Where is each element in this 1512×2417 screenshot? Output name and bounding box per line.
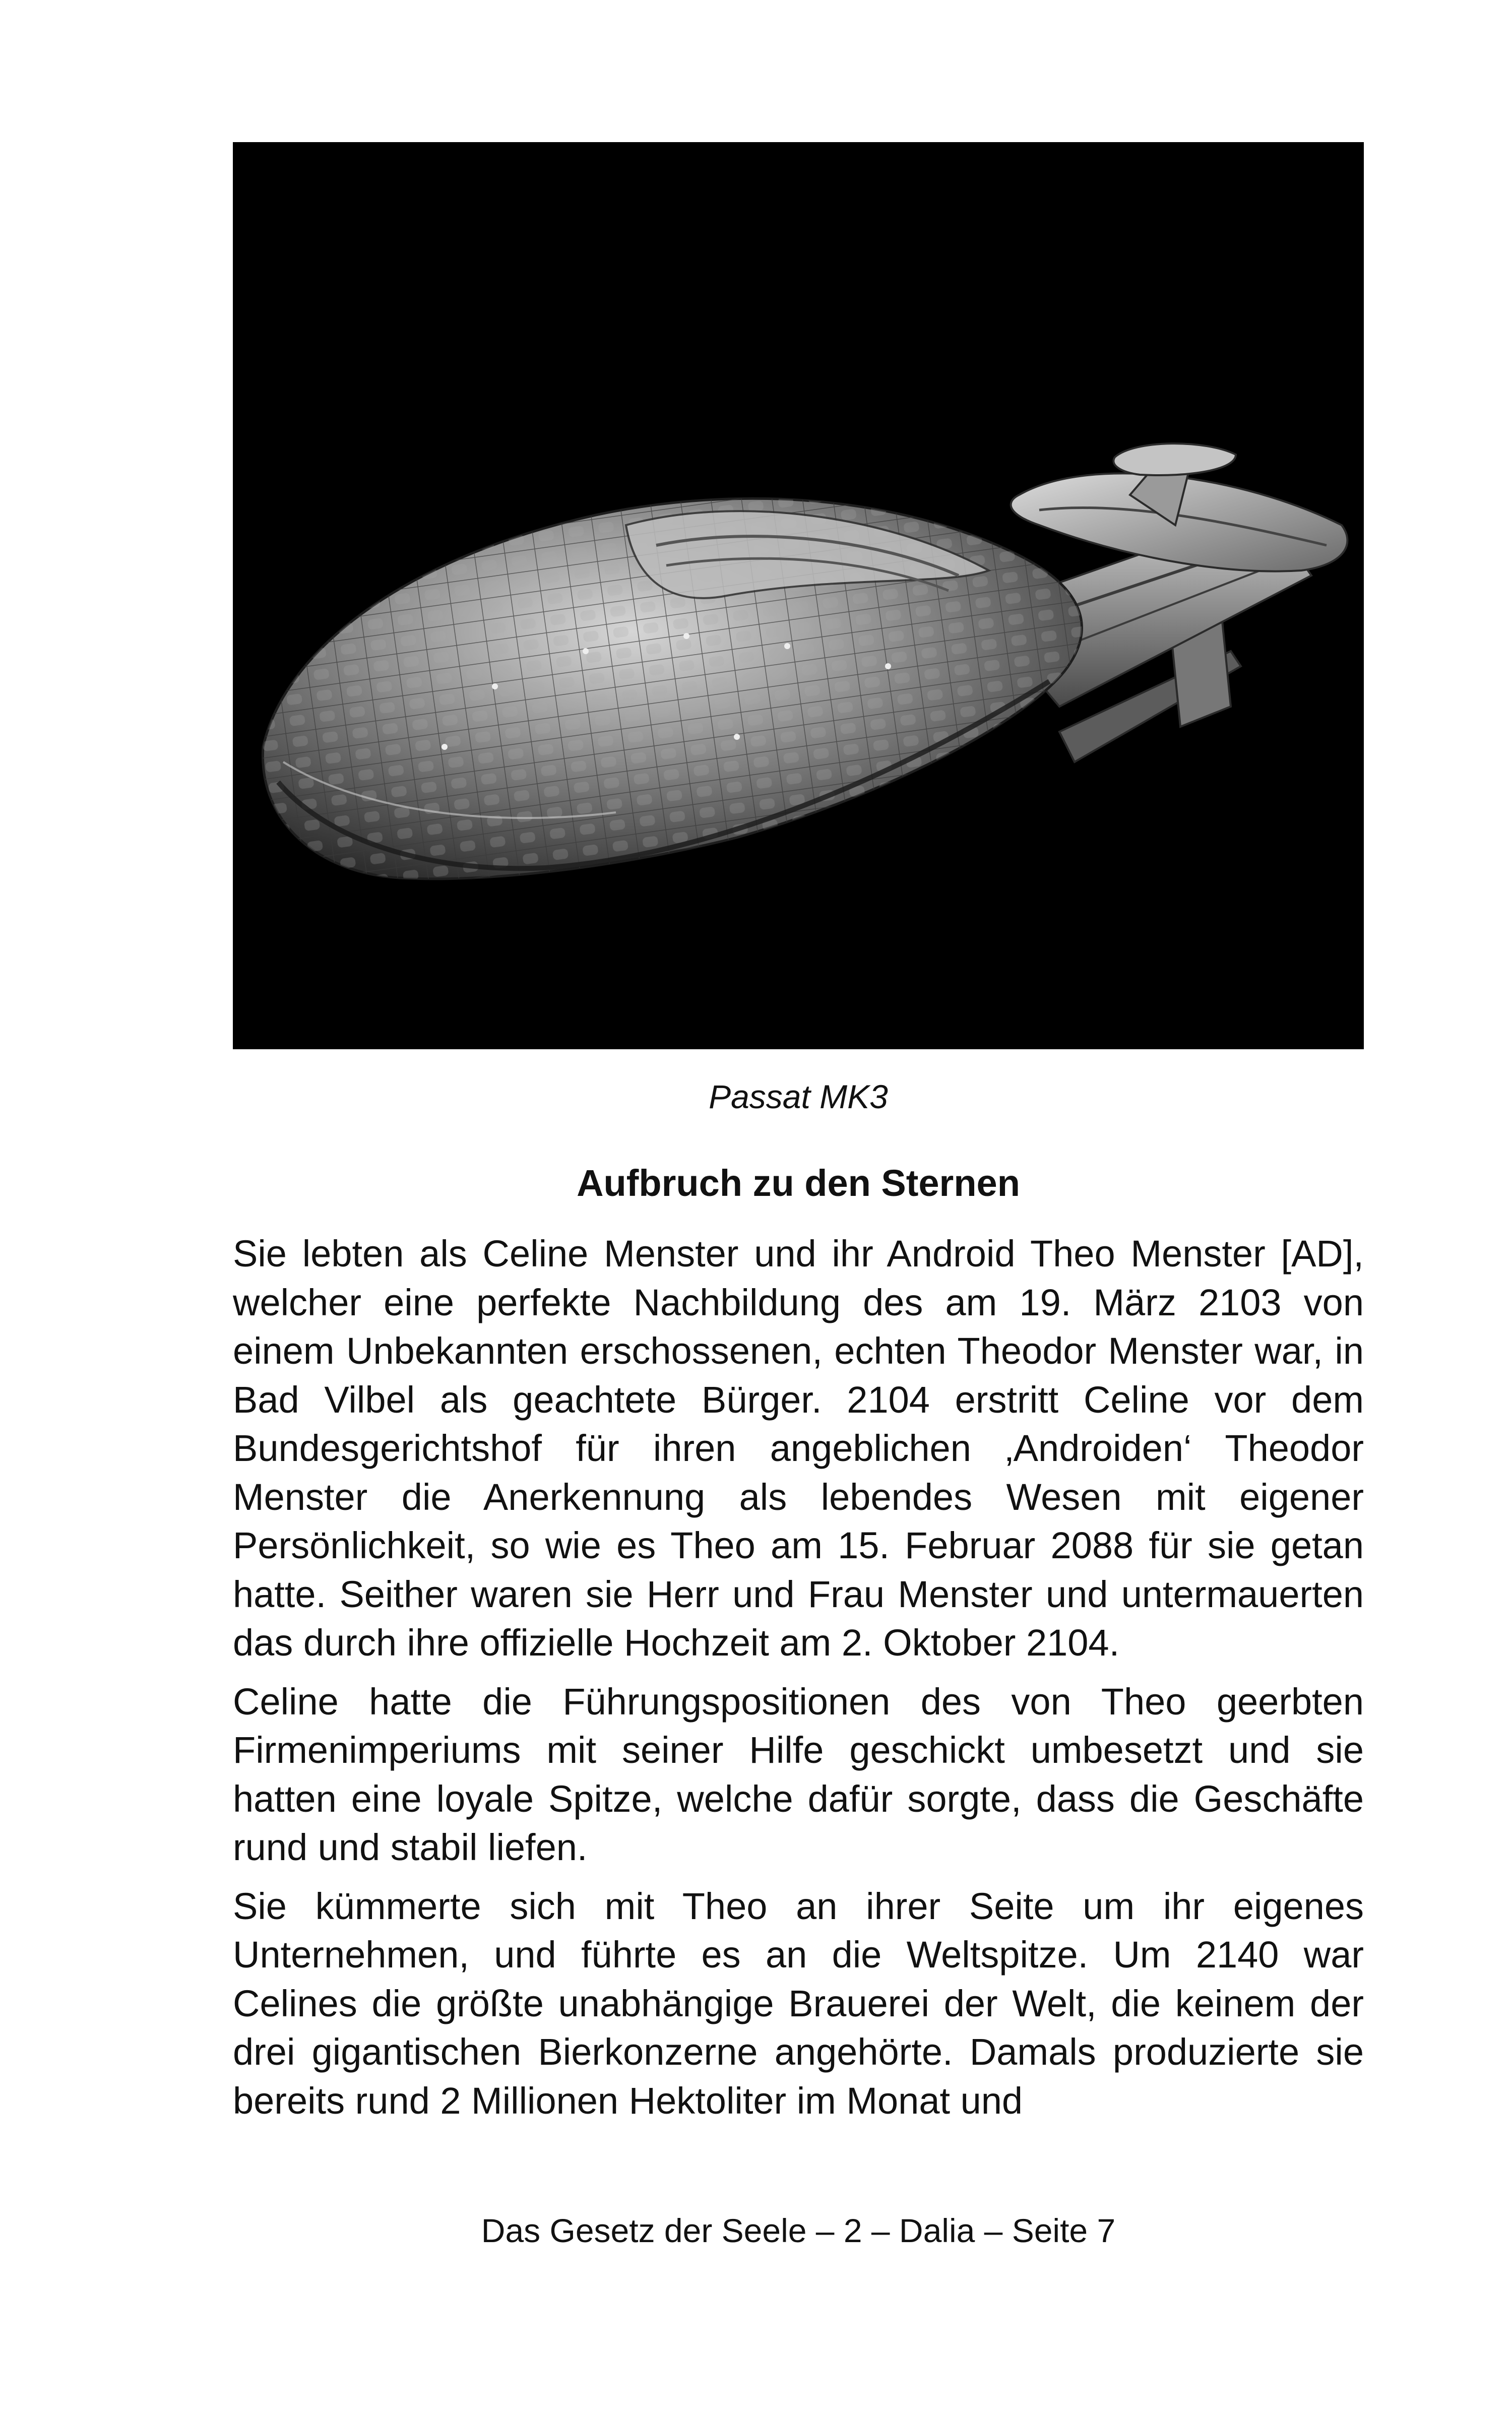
page-footer: Das Gesetz der Seele – 2 – Dalia – Seite 7 <box>481 2212 1116 2249</box>
paragraph: Sie kümmerte sich mit Theo an ihrer Seite um ihr eigenes Unternehmen, und führte es an die Weltspitze. Um 2140 war Celines die größte unabhängige Brauerei der Welt, die keinem der drei gigantischen Bierkonzerne angehörte. Damals produzierte sie bereits rund 2 Millionen Hektoliter im Monat und <box>233 1885 1364 2122</box>
body-text <box>233 1230 1364 2135</box>
spaceship-image <box>233 142 1364 1049</box>
paragraph: Sie lebten als Celine Menster und ihr Android Theo Menster [AD], welcher eine perfekte Nachbildung des am 19. März 2103 von einem Unbekannten erschossenen, echten Theodor Menster war, in Bad Vilbel als geachtete Bürger. 2104 erstritt Celine vor dem Bundesgerichtshof für ihren angeblichen ‚Androiden‘ Theodor Menster die Anerkennung als lebendes Wesen mit eigener Persönlichkeit, so wie es Theo am 15. Februar 2088 für sie getan hatte. Seither waren sie Herr und Frau Menster und untermauerten das durch ihre offizielle Hochzeit am 2. Oktober 2104. <box>233 1233 1364 1664</box>
spaceship-figure <box>233 142 1364 1049</box>
chapter-heading: Aufbruch zu den Sternen <box>577 1162 1020 1204</box>
figure-caption: Passat MK3 <box>709 1078 888 1115</box>
paragraph: Celine hatte die Führungspositionen des von Theo geerbten Firmenimperiums mit seiner Hilfe geschickt umbesetzt und sie hatten eine loyale Spitze, welche dafür sorgte, dass die Geschäfte rund und stabil liefen. <box>233 1680 1364 1868</box>
